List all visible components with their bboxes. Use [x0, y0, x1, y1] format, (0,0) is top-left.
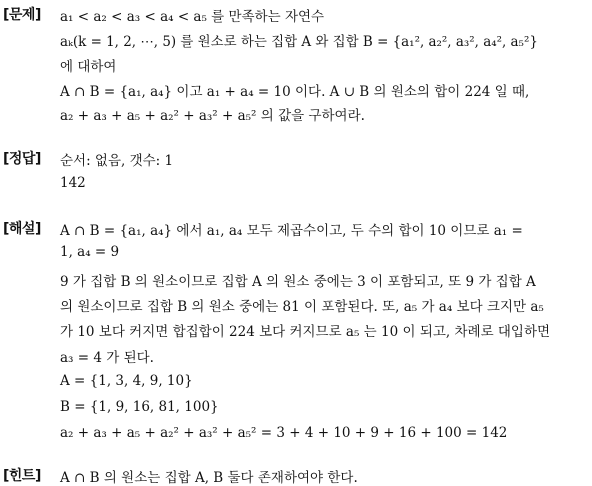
problem-line-2: aₖ(k = 1, 2, ⋯, 5) 를 원소로 하는 집합 A 와 집합 B = {a₁², a₂², a₃², a₄², a₅²} — [60, 34, 538, 50]
solution-line-2: 1, a₄ = 9 — [60, 244, 120, 260]
answer-value: 142 — [60, 175, 86, 191]
problem-line-5: a₂ + a₃ + a₅ + a₂² + a₃² + a₅² 의 값을 구하여라. — [60, 108, 365, 124]
solution-label: [해설] — [3, 221, 41, 237]
solution-final-sum: a₂ + a₃ + a₅ + a₂² + a₃² + a₅² = 3 + 4 + 10 + 9 + 16 + 100 = 142 — [60, 425, 508, 441]
solution-set-a: A = {1, 3, 4, 9, 10} — [60, 373, 193, 389]
solution-line-5: 가 10 보다 커지면 합집합이 224 보다 커지므로 a₅ 는 10 이 되고, 차례로 대입하면 — [60, 324, 551, 340]
answer-label: [정답] — [3, 151, 41, 167]
hint-label: [힌트] — [3, 468, 41, 484]
hint-line-1: A ∩ B 의 원소는 집합 A, B 둘다 존재하여야 한다. — [60, 470, 358, 486]
answer-order-count: 순서: 없음, 갯수: 1 — [60, 153, 174, 169]
solution-line-3: 9 가 집합 B 의 원소이므로 집합 A 의 원소 중에는 3 이 포함되고, 또 9 가 집합 A — [60, 274, 536, 290]
problem-line-1: a₁ < a₂ < a₃ < a₄ < a₅ 를 만족하는 자연수 — [60, 9, 325, 25]
solution-line-6: a₃ = 4 가 된다. — [60, 350, 154, 366]
solution-line-4: 의 원소이므로 집합 B 의 원소 중에는 81 이 포함된다. 또, a₅ 가 a₄ 보다 크지만 a₅ — [60, 299, 544, 315]
solution-set-b: B = {1, 9, 16, 81, 100} — [60, 399, 219, 415]
problem-line-3: 에 대하여 — [60, 59, 117, 75]
problem-label: [문제] — [3, 7, 41, 23]
problem-line-4: A ∩ B = {a₁, a₄} 이고 a₁ + a₄ = 10 이다. A ∪ B 의 원소의 합이 224 일 때, — [60, 84, 530, 100]
solution-line-1: A ∩ B = {a₁, a₄} 에서 a₁, a₄ 모두 제곱수이고, 두 수의 합이 10 이므로 a₁ = — [60, 223, 523, 239]
